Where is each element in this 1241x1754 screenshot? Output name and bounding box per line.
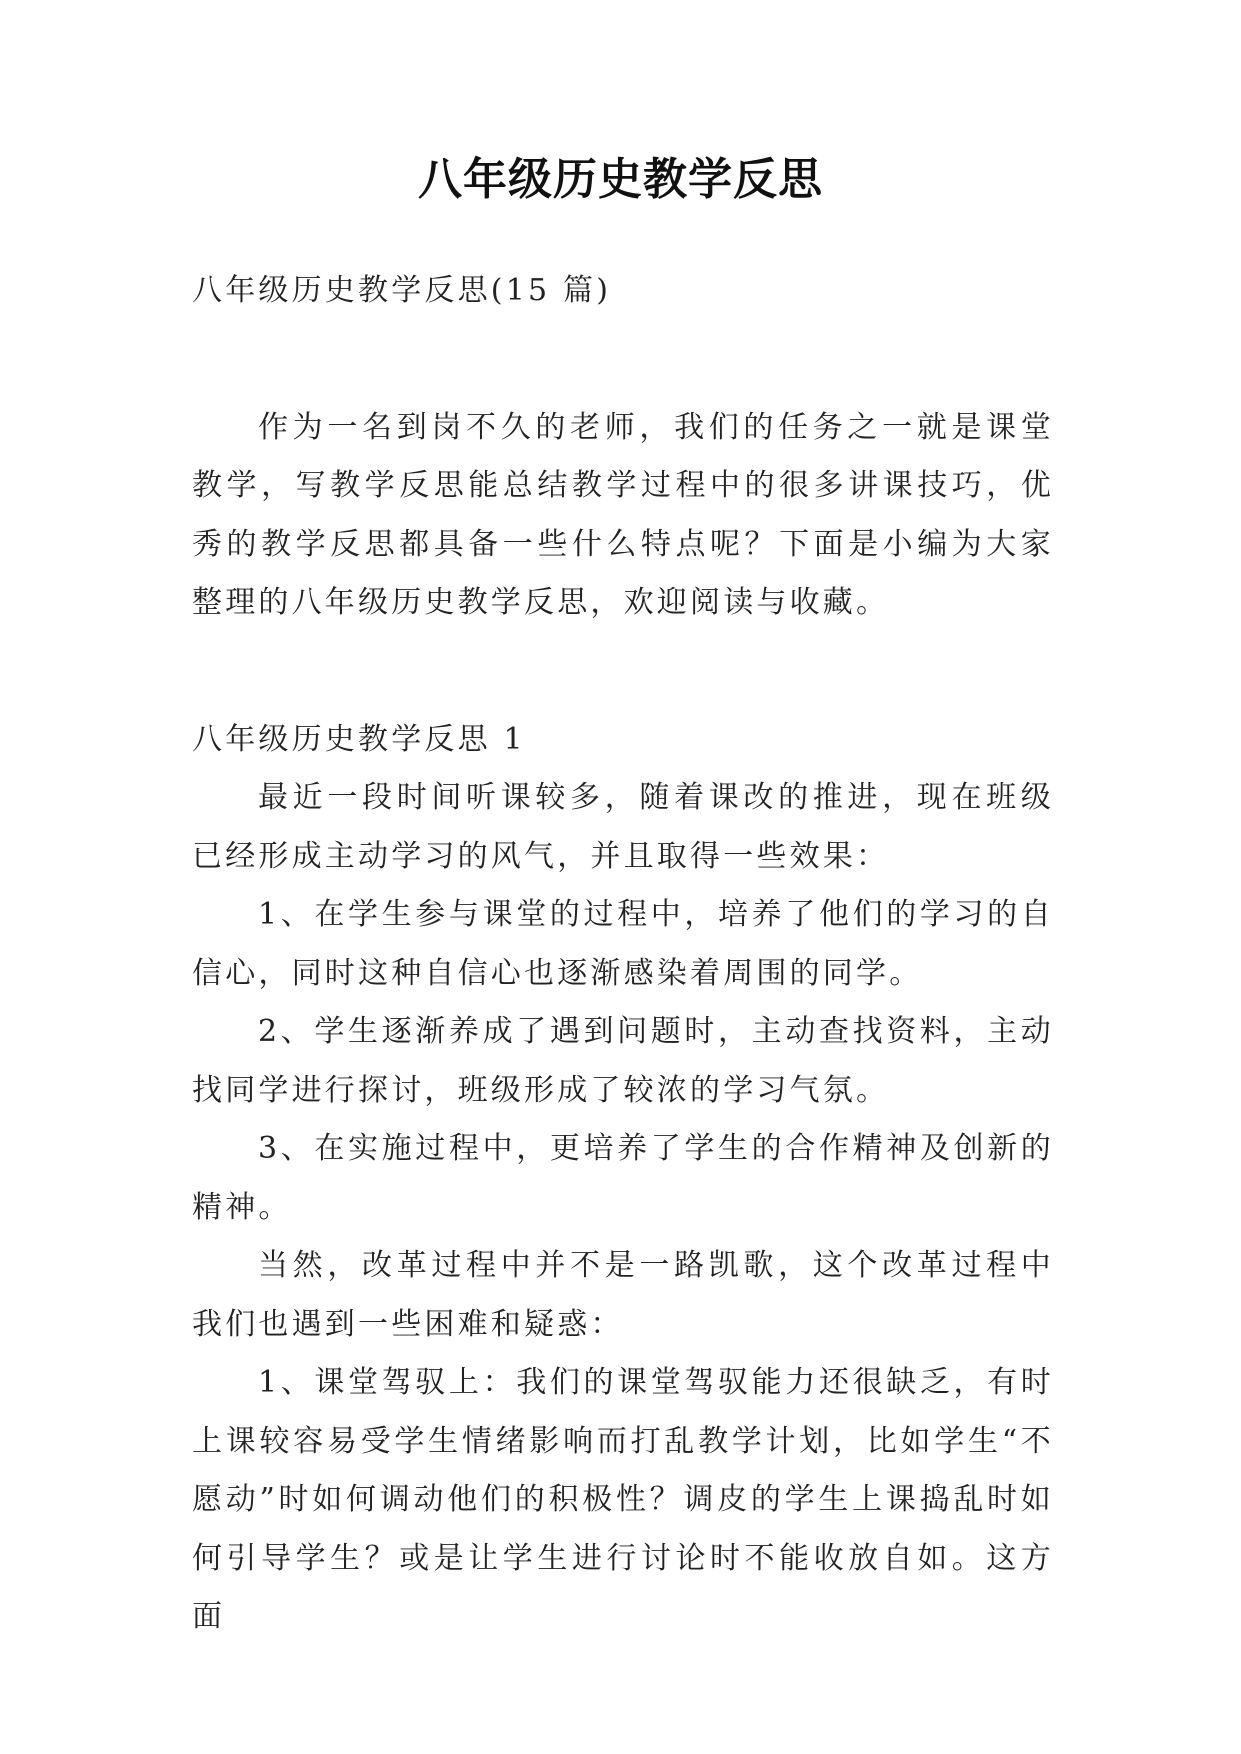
document-title: 八年级历史教学反思 [418, 154, 823, 205]
body-paragraph: 最近一段时间听课较多，随着课改的推进，现在班级已经形成主动学习的风气，并且取得一些效果： [192, 780, 1054, 874]
section-heading: 八年级历史教学反思 1 [192, 721, 526, 757]
body-paragraph: 1、课堂驾驭上：我们的课堂驾驭能力还很缺乏，有时上课较容易受学生情绪影响而打乱教学计划，比如学生“不愿动”时如何调动他们的积极性？调皮的学生上课捣乱时如何引导学生？或是让学生进行讨论时不能收放自如。这方面 [192, 1365, 1054, 1634]
body-paragraph: 3、在实施过程中，更培养了学生的合作精神及创新的精神。 [192, 1131, 1054, 1225]
intro-paragraph: 作为一名到岗不久的老师，我们的任务之一就是课堂教学，写教学反思能总结教学过程中的很多讲课技巧，优秀的教学反思都具备一些什么特点呢？下面是小编为大家整理的八年级历史教学反思，欢迎阅读与收藏。 [192, 409, 1054, 620]
document-subtitle: 八年级历史教学反思(15 篇) [192, 273, 612, 308]
body-paragraph: 1、在学生参与课堂的过程中，培养了他们的学习的自信心，同时这种自信心也逐渐感染着周围的同学。 [192, 897, 1054, 991]
body-paragraph: 当然，改革过程中并不是一路凯歌，这个改革过程中我们也遇到一些困难和疑惑： [192, 1248, 1054, 1342]
body-paragraph: 2、学生逐渐养成了遇到问题时，主动查找资料，主动找同学进行探讨，班级形成了较浓的学习气氛。 [192, 1014, 1054, 1108]
document-body [192, 262, 1054, 1647]
